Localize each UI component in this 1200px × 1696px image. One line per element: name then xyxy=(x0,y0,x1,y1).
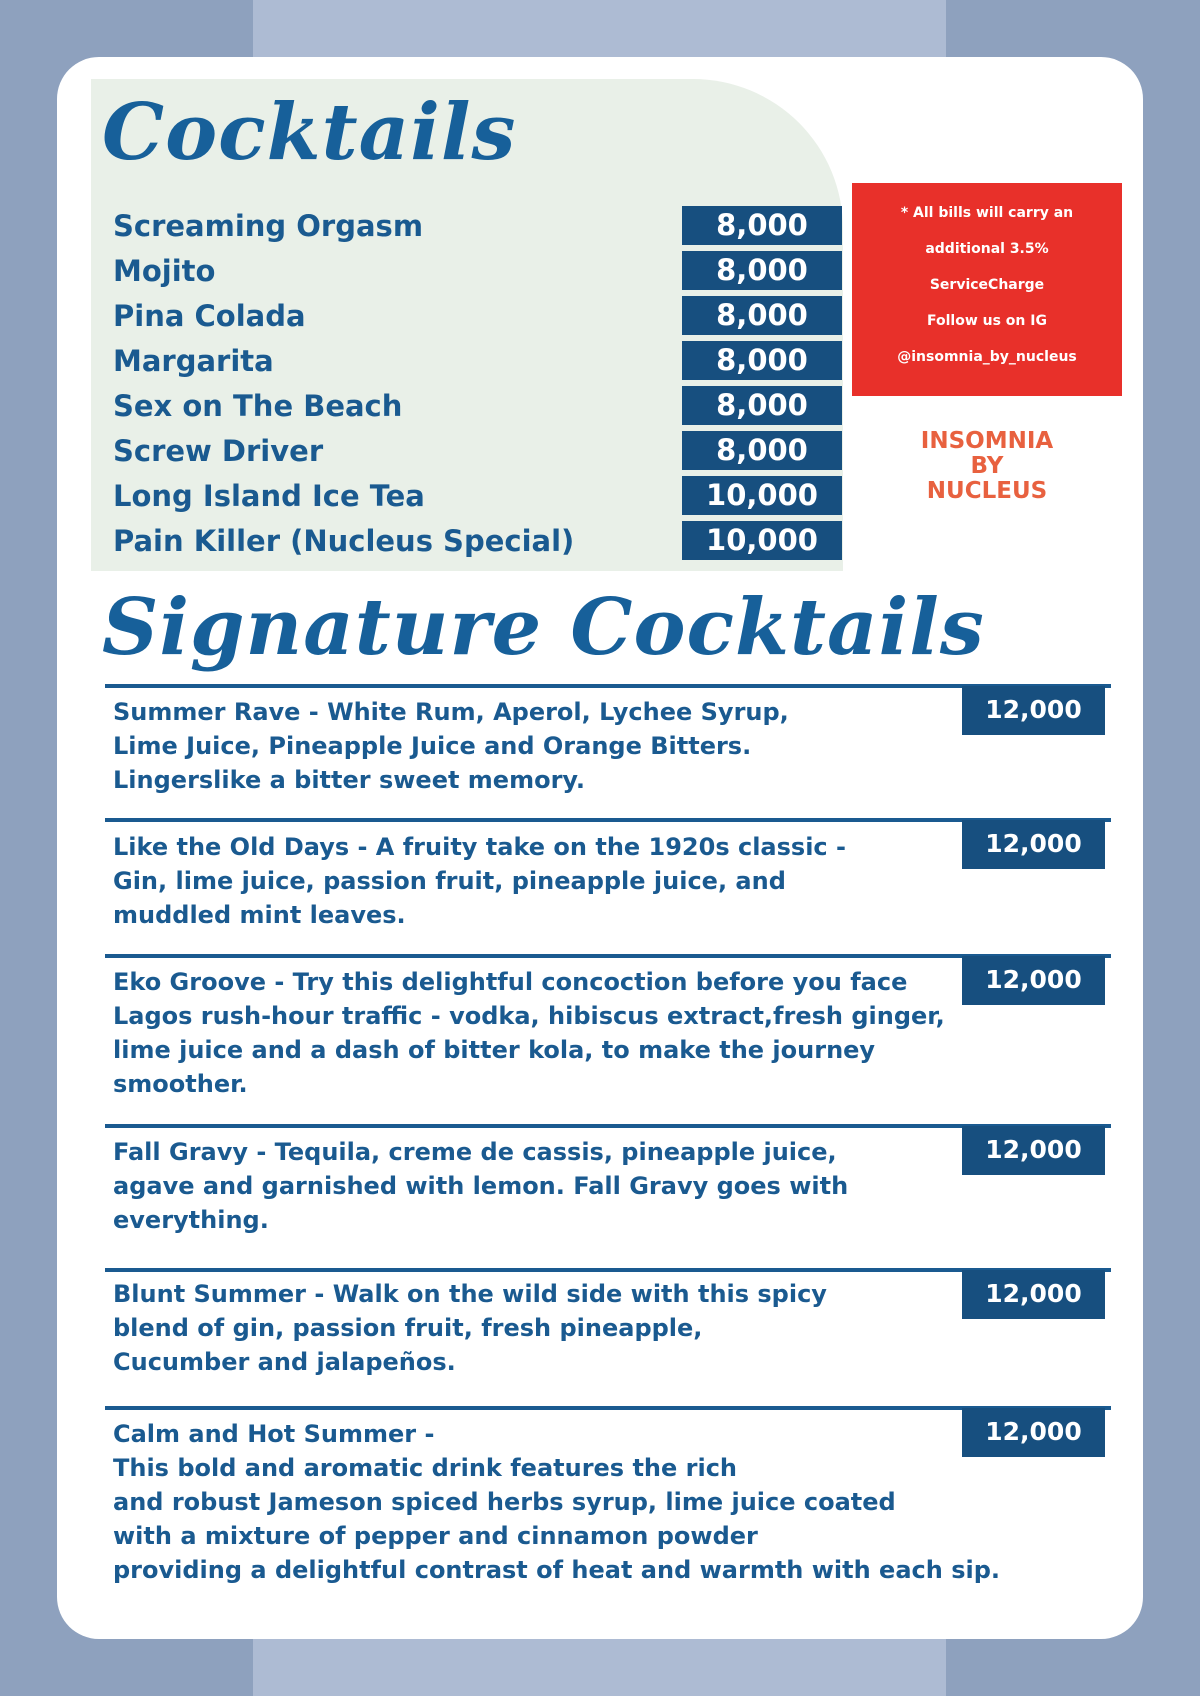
description-line: Eko Groove - Try this delightful concoction before you face xyxy=(113,968,908,996)
description-line: with a mixture of pepper and cinnamon powder xyxy=(113,1522,758,1550)
description-line: everything. xyxy=(113,1206,269,1234)
notice-line: * All bills will carry an xyxy=(900,205,1074,221)
cocktail-price: 8,000 xyxy=(682,341,842,380)
cocktail-price: 8,000 xyxy=(682,206,842,245)
description-line: muddled mint leaves. xyxy=(113,901,406,929)
description-line: Summer Rave - White Rum, Aperol, Lychee Syrup, xyxy=(113,698,789,726)
cocktail-price: 10,000 xyxy=(682,476,842,515)
description-line: Lingerslike a bitter sweet memory. xyxy=(113,766,585,794)
cocktail-name: Screaming Orgasm xyxy=(113,209,424,243)
brand-line: INSOMNIA xyxy=(920,428,1054,454)
description-line: Cucumber and jalapeños. xyxy=(113,1348,456,1376)
signature-description xyxy=(113,830,963,932)
divider xyxy=(105,684,1111,688)
signature-price: 12,000 xyxy=(962,1408,1105,1457)
cocktail-name: Mojito xyxy=(113,254,216,288)
divider xyxy=(105,1268,1111,1272)
description-line: Calm and Hot Summer - xyxy=(113,1420,435,1448)
description-line: Blunt Summer - Walk on the wild side with this spicy xyxy=(113,1280,827,1308)
cocktail-price: 8,000 xyxy=(682,251,842,290)
cocktail-name: Screw Driver xyxy=(113,434,324,468)
description-line: blend of gin, passion fruit, fresh pineapple, xyxy=(113,1314,703,1342)
description-line: This bold and aromatic drink features the rich xyxy=(113,1454,738,1482)
signature-price: 12,000 xyxy=(962,956,1105,1005)
brand-line: NUCLEUS xyxy=(926,478,1048,504)
divider xyxy=(105,954,1111,958)
description-line: agave and garnished with lemon. Fall Gravy goes with xyxy=(113,1172,849,1200)
description-line: Lime Juice, Pineapple Juice and Orange Bitters. xyxy=(113,732,752,760)
divider xyxy=(105,818,1111,822)
signature-description xyxy=(113,1135,963,1237)
description-line: Lagos rush-hour traffic - vodka, hibiscus extract,fresh ginger, xyxy=(113,1002,945,1030)
cocktails-title: Cocktails xyxy=(102,87,517,178)
signature-description xyxy=(113,1277,963,1379)
signature-price: 12,000 xyxy=(962,686,1105,735)
signature-price: 12,000 xyxy=(962,1126,1105,1175)
menu-card xyxy=(57,57,1143,1639)
description-line: Gin, lime juice, passion fruit, pineapple juice, and xyxy=(113,867,786,895)
signature-description xyxy=(113,965,973,1101)
service-charge-notice xyxy=(852,183,1122,396)
signature-description xyxy=(113,695,963,797)
notice-line: additional 3.5% xyxy=(925,241,1049,257)
signature-price: 12,000 xyxy=(962,820,1105,869)
description-line: lime juice and a dash of bitter kola, to make the journey xyxy=(113,1036,876,1064)
divider xyxy=(105,1124,1111,1128)
instagram-handle: @insomnia_by_nucleus xyxy=(897,349,1077,365)
signature-price: 12,000 xyxy=(962,1270,1105,1319)
cocktail-price: 8,000 xyxy=(682,296,842,335)
notice-line: Follow us on IG xyxy=(927,313,1047,329)
cocktail-name: Pain Killer (Nucleus Special) xyxy=(113,524,575,558)
cocktail-price: 10,000 xyxy=(682,521,842,560)
brand-line: BY xyxy=(970,453,1004,479)
cocktail-name: Sex on The Beach xyxy=(113,389,403,423)
description-line: Fall Gravy - Tequila, creme de cassis, pineapple juice, xyxy=(113,1138,837,1166)
cocktail-price: 8,000 xyxy=(682,386,842,425)
divider xyxy=(105,1406,1111,1410)
description-line: and robust Jameson spiced herbs syrup, lime juice coated xyxy=(113,1488,896,1516)
cocktail-price: 8,000 xyxy=(682,431,842,470)
cocktail-name: Pina Colada xyxy=(113,299,306,333)
cocktail-name: Margarita xyxy=(113,344,274,378)
description-line: Like the Old Days - A fruity take on the 1920s classic - xyxy=(113,833,846,861)
description-line: smoother. xyxy=(113,1070,248,1098)
notice-line: ServiceCharge xyxy=(929,277,1045,293)
signature-description xyxy=(113,1417,1033,1587)
signature-cocktails-title: Signature Cocktails xyxy=(102,582,985,673)
cocktail-name: Long Island Ice Tea xyxy=(113,479,425,513)
description-line: providing a delightful contrast of heat and warmth with each sip. xyxy=(113,1556,1001,1584)
brand-name xyxy=(852,429,1122,504)
